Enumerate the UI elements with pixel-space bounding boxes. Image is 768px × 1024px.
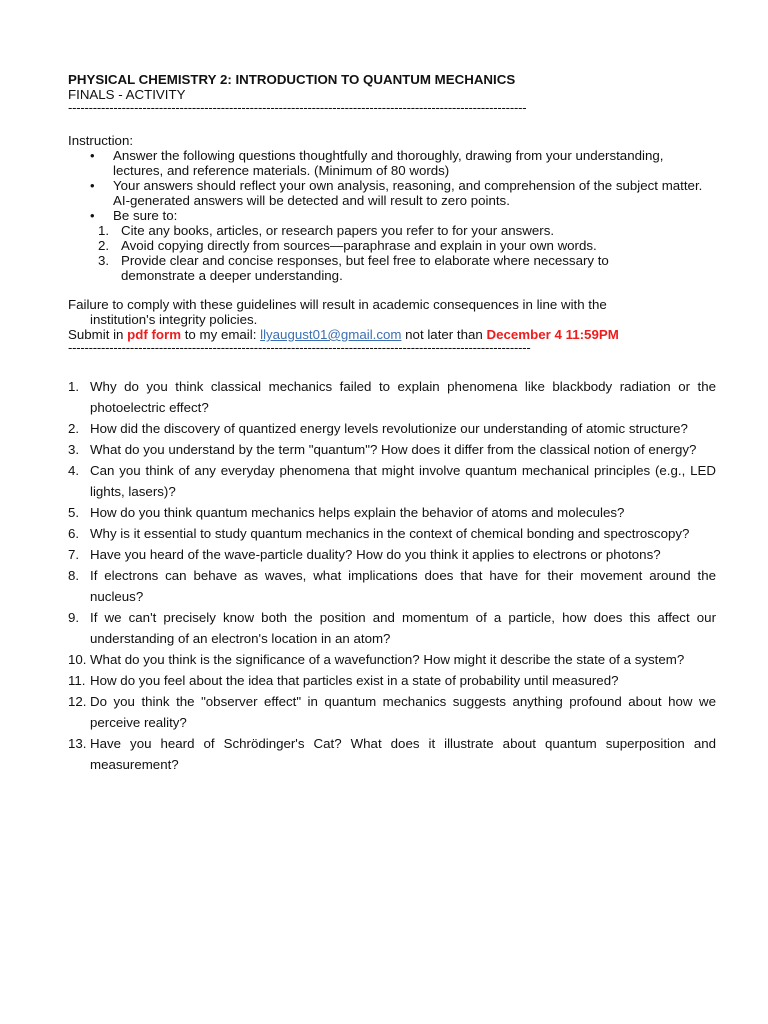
question-number: 8. <box>68 568 80 583</box>
sub-list-item <box>68 223 716 238</box>
instruction-bullet <box>68 208 716 223</box>
question-number: 4. <box>68 463 80 478</box>
question-item <box>68 439 716 460</box>
question-number: 10. <box>68 652 87 667</box>
question-number: 13. <box>68 736 87 751</box>
question-text: What do you understand by the term "quantum"? How does it differ from the classical notion of energy? <box>90 442 697 457</box>
question-number: 1. <box>68 379 80 394</box>
sub-list-item <box>68 268 716 283</box>
question-text: Why is it essential to study quantum mechanics in the context of chemical bonding and spectroscopy? <box>90 526 690 541</box>
question-text: If we can't precisely know both the position and momentum of a particle, how does this affect our understanding of an electron's location in an atom? <box>90 610 716 646</box>
email-link[interactable]: llyaugust01@gmail.com <box>260 327 402 342</box>
question-item <box>68 460 716 502</box>
instruction-bullet <box>68 178 716 208</box>
question-item <box>68 733 716 775</box>
question-number: 3. <box>68 442 80 457</box>
question-item <box>68 565 716 607</box>
instruction-bullets <box>68 148 716 223</box>
submit-instruction <box>68 327 716 342</box>
bullet-text: Your answers should reflect your own analysis, reasoning, and comprehension of the subject matter. AI-generated answers will be detected and will result to zero points. <box>113 178 703 208</box>
sub-item-text: Provide clear and concise responses, but feel free to elaborate where necessary to <box>121 253 609 268</box>
question-text: How do you feel about the idea that particles exist in a state of probability until measured? <box>90 673 619 688</box>
question-number: 12. <box>68 694 87 709</box>
questions-list <box>68 376 716 775</box>
question-number: 5. <box>68 505 80 520</box>
question-number: 11. <box>68 673 86 688</box>
question-text: Why do you think classical mechanics failed to explain phenomena like blackbody radiation or the photoelectric effect? <box>90 379 716 415</box>
divider-line: ---------------------------------------------------------------------------------------------------------------- <box>68 342 531 354</box>
question-item <box>68 523 716 544</box>
sub-list-item <box>68 253 716 268</box>
document-title: PHYSICAL CHEMISTRY 2: INTRODUCTION TO QUANTUM MECHANICS <box>68 72 516 87</box>
bullet-icon: • <box>90 178 95 193</box>
sub-item-number: 3. <box>98 253 110 268</box>
question-item <box>68 691 716 733</box>
submit-format: pdf form <box>127 327 182 342</box>
question-text: If electrons can behave as waves, what implications does that have for their movement around the nucleus? <box>90 568 716 604</box>
sub-list-item <box>68 238 716 253</box>
question-text: Have you heard of Schrödinger's Cat? What does it illustrate about quantum superposition and measurement? <box>90 736 716 772</box>
bullet-text: Answer the following questions thoughtfully and thoroughly, drawing from your understanding, lectures, and reference materials. (Minimum of 80 words) <box>113 148 664 178</box>
question-number: 2. <box>68 421 80 436</box>
bullet-text: Be sure to: <box>113 208 178 223</box>
bullet-icon: • <box>90 208 95 223</box>
instruction-label: Instruction: <box>68 133 134 148</box>
sub-item-text: demonstrate a deeper understanding. <box>121 268 343 283</box>
question-item <box>68 544 716 565</box>
question-text: How did the discovery of quantized energy levels revolutionize our understanding of atomic structure? <box>90 421 688 436</box>
submit-suffix: not later than <box>401 327 487 342</box>
divider-line: --------------------------------------------------------------------------------------------------------------- <box>68 102 527 114</box>
question-number: 7. <box>68 547 80 562</box>
question-item <box>68 670 716 691</box>
question-number: 6. <box>68 526 80 541</box>
submit-deadline: December 4 11:59PM <box>486 327 619 342</box>
question-text: Do you think the "observer effect" in quantum mechanics suggests anything profound about how we perceive reality? <box>90 694 716 730</box>
submit-middle: to my email: <box>181 327 261 342</box>
submit-prefix: Submit in <box>68 327 128 342</box>
question-item <box>68 418 716 439</box>
question-text: Can you think of any everyday phenomena that might involve quantum mechanical principles (e.g., LED lights, lasers)? <box>90 463 716 499</box>
failure-line: institution's integrity policies. <box>90 312 258 327</box>
sub-item-number: 2. <box>98 238 110 253</box>
question-item <box>68 376 716 418</box>
instruction-bullet <box>68 148 716 178</box>
question-item <box>68 502 716 523</box>
question-item <box>68 607 716 649</box>
instruction-sub-list <box>68 223 716 283</box>
failure-notice <box>68 297 716 327</box>
sub-item-text: Cite any books, articles, or research papers you refer to for your answers. <box>121 223 555 238</box>
bullet-icon: • <box>90 148 95 163</box>
question-text: What do you think is the significance of a wavefunction? How might it describe the state of a system? <box>90 652 685 667</box>
sub-item-text: Avoid copying directly from sources—paraphrase and explain in your own words. <box>121 238 597 253</box>
question-text: How do you think quantum mechanics helps explain the behavior of atoms and molecules? <box>90 505 625 520</box>
question-number: 9. <box>68 610 80 625</box>
question-text: Have you heard of the wave-particle duality? How do you think it applies to electrons or photons? <box>90 547 661 562</box>
document-subtitle: FINALS - ACTIVITY <box>68 87 186 102</box>
question-item <box>68 649 716 670</box>
failure-line: Failure to comply with these guidelines will result in academic consequences in line with the <box>68 297 607 312</box>
sub-item-number: 1. <box>98 223 110 238</box>
